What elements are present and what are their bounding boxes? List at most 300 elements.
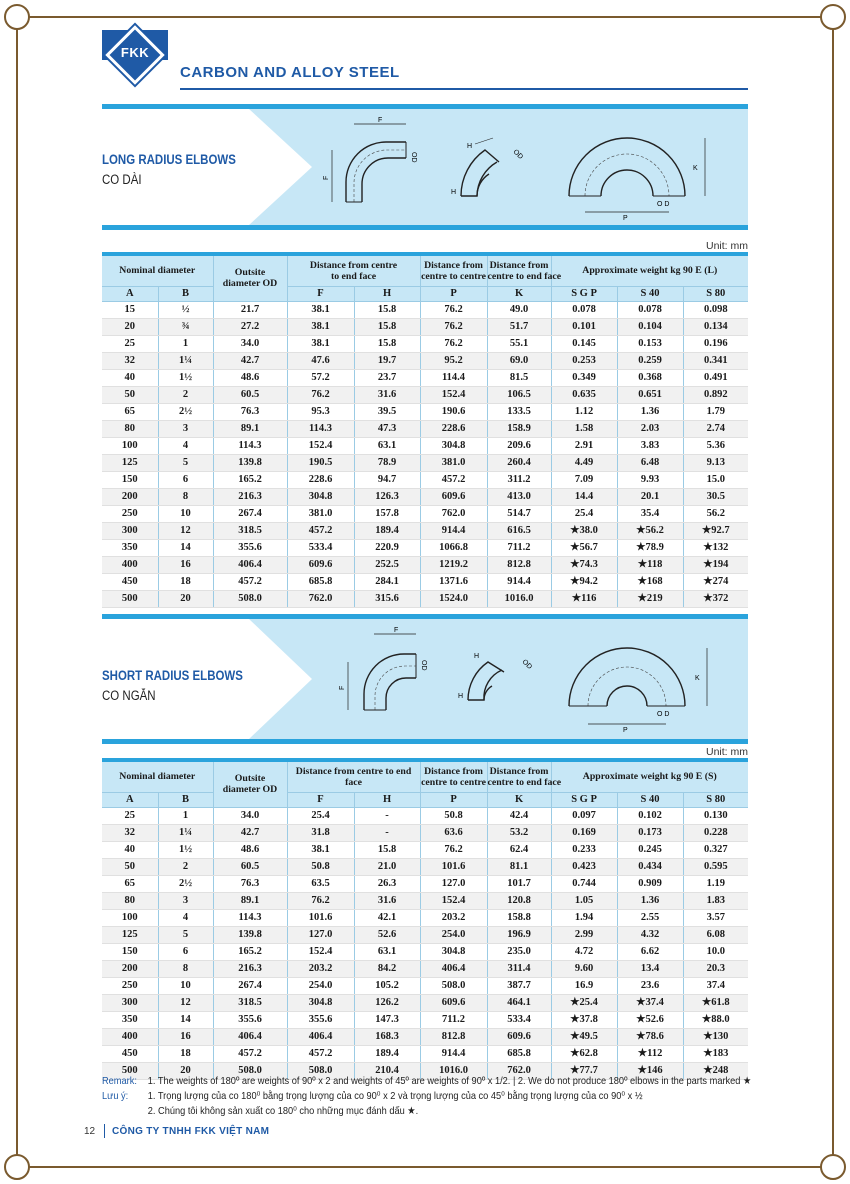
svg-text:O D: O D xyxy=(657,201,670,208)
cell-sgp: 4.49 xyxy=(551,454,617,471)
cell-b: 1½ xyxy=(158,369,213,386)
table-row xyxy=(102,858,748,875)
cell-a: 450 xyxy=(102,1045,158,1062)
table-row xyxy=(102,556,748,573)
cell-k: 464.1 xyxy=(487,994,551,1011)
cell-s40: 2.03 xyxy=(617,420,683,437)
cell-b: 1½ xyxy=(158,841,213,858)
cell-p: 1524.0 xyxy=(420,590,487,607)
cell-k: 235.0 xyxy=(487,943,551,960)
cell-s80: 0.341 xyxy=(683,352,748,369)
cell-h: 42.1 xyxy=(354,909,420,926)
cell-h: 63.1 xyxy=(354,943,420,960)
cell-s80: 1.79 xyxy=(683,403,748,420)
cell-h: 15.8 xyxy=(354,841,420,858)
cell-b: 10 xyxy=(158,505,213,522)
dim-f-label: F xyxy=(378,117,383,124)
col-outside-diameter: Outsite diameter OD xyxy=(213,762,287,807)
table-row xyxy=(102,488,748,505)
cell-f: 38.1 xyxy=(287,301,354,318)
cell-h: 105.2 xyxy=(354,977,420,994)
cell-b: ¾ xyxy=(158,318,213,335)
cell-f: 25.4 xyxy=(287,807,354,824)
cell-sgp: ★74.3 xyxy=(551,556,617,573)
cell-p: 1066.8 xyxy=(420,539,487,556)
cell-p: 812.8 xyxy=(420,1028,487,1045)
cell-sgp: 2.99 xyxy=(551,926,617,943)
svg-text:OD: OD xyxy=(410,152,417,163)
cell-s80: 0.134 xyxy=(683,318,748,335)
cell-b: 5 xyxy=(158,926,213,943)
cell-a: 200 xyxy=(102,488,158,505)
cell-b: 14 xyxy=(158,1011,213,1028)
table-row xyxy=(102,573,748,590)
cell-p: 76.2 xyxy=(420,318,487,335)
cell-s80: 5.36 xyxy=(683,437,748,454)
cell-s80: ★183 xyxy=(683,1045,748,1062)
cell-sgp: 0.097 xyxy=(551,807,617,824)
cell-a: 350 xyxy=(102,1011,158,1028)
cell-f: 762.0 xyxy=(287,590,354,607)
cell-b: 1 xyxy=(158,807,213,824)
cell-od: 406.4 xyxy=(213,556,287,573)
cell-sgp: 0.233 xyxy=(551,841,617,858)
cell-b: 16 xyxy=(158,556,213,573)
cell-od: 21.7 xyxy=(213,301,287,318)
cell-h: 78.9 xyxy=(354,454,420,471)
cell-od: 42.7 xyxy=(213,352,287,369)
cell-s80: 0.595 xyxy=(683,858,748,875)
col-s40: S 40 xyxy=(617,792,683,807)
cell-s80: ★88.0 xyxy=(683,1011,748,1028)
cell-h: 63.1 xyxy=(354,437,420,454)
cell-od: 114.3 xyxy=(213,437,287,454)
cell-s40: ★37.4 xyxy=(617,994,683,1011)
table-row xyxy=(102,505,748,522)
short-elbow-180-diagram xyxy=(557,636,717,736)
cell-b: 1¼ xyxy=(158,352,213,369)
cell-p: 190.6 xyxy=(420,403,487,420)
cell-a: 40 xyxy=(102,841,158,858)
cell-f: 101.6 xyxy=(287,909,354,926)
cell-k: 49.0 xyxy=(487,301,551,318)
col-distance-centre-centre: Distance from centre to centre xyxy=(420,256,487,286)
fkk-logo xyxy=(102,30,168,88)
cell-a: 100 xyxy=(102,909,158,926)
cell-s80: 0.196 xyxy=(683,335,748,352)
col-s80: S 80 xyxy=(683,792,748,807)
table-row xyxy=(102,892,748,909)
cell-a: 125 xyxy=(102,454,158,471)
cell-b: 18 xyxy=(158,573,213,590)
remark-en xyxy=(102,1075,751,1087)
cell-sgp: 16.9 xyxy=(551,977,617,994)
remark-text-en: 1. The weights of 180º are weights of 90º x 2 and weights of 45º are weights of 90º x 1/2. | 2. We do not produce 180º elbows in the parts marked ★ xyxy=(147,1075,752,1087)
cell-sgp: 0.744 xyxy=(551,875,617,892)
cell-s40: 0.078 xyxy=(617,301,683,318)
cell-s40: ★219 xyxy=(617,590,683,607)
cell-s40: 1.36 xyxy=(617,403,683,420)
cell-b: 2½ xyxy=(158,875,213,892)
frame-corner-ornament xyxy=(820,1154,846,1180)
cell-h: - xyxy=(354,824,420,841)
cell-sgp: 0.423 xyxy=(551,858,617,875)
cell-k: 133.5 xyxy=(487,403,551,420)
cell-b: 5 xyxy=(158,454,213,471)
cell-s40: 13.4 xyxy=(617,960,683,977)
header-divider xyxy=(180,88,748,90)
cell-b: 10 xyxy=(158,977,213,994)
cell-od: 89.1 xyxy=(213,892,287,909)
cell-s40: 1.36 xyxy=(617,892,683,909)
cell-h: 19.7 xyxy=(354,352,420,369)
svg-text:K: K xyxy=(695,675,700,682)
cell-k: 81.5 xyxy=(487,369,551,386)
short-radius-subtitle: CO NGẮN xyxy=(102,688,156,703)
cell-b: 4 xyxy=(158,437,213,454)
cell-s80: 15.0 xyxy=(683,471,748,488)
cell-od: 406.4 xyxy=(213,1028,287,1045)
cell-f: 114.3 xyxy=(287,420,354,437)
col-sgp: S G P xyxy=(551,792,617,807)
cell-f: 533.4 xyxy=(287,539,354,556)
cell-s80: ★130 xyxy=(683,1028,748,1045)
cell-s40: ★78.9 xyxy=(617,539,683,556)
cell-h: 84.2 xyxy=(354,960,420,977)
col-distance-centre-end: Distance from centre to end face xyxy=(287,762,420,792)
cell-p: 508.0 xyxy=(420,977,487,994)
col-approx-weight: Approximate weight kg 90 E (S) xyxy=(551,762,748,792)
cell-h: 94.7 xyxy=(354,471,420,488)
long-unit-label: Unit: mm xyxy=(706,240,748,252)
svg-text:K: K xyxy=(693,165,698,172)
cell-sgp: ★116 xyxy=(551,590,617,607)
cell-f: 228.6 xyxy=(287,471,354,488)
svg-text:F: F xyxy=(323,175,330,180)
cell-k: 514.7 xyxy=(487,505,551,522)
cell-a: 25 xyxy=(102,807,158,824)
table-row xyxy=(102,352,748,369)
cell-k: 616.5 xyxy=(487,522,551,539)
cell-sgp: 7.09 xyxy=(551,471,617,488)
cell-k: 533.4 xyxy=(487,1011,551,1028)
cell-s40: 0.245 xyxy=(617,841,683,858)
cell-p: 50.8 xyxy=(420,807,487,824)
svg-text:O D: O D xyxy=(657,711,670,718)
cell-f: 76.2 xyxy=(287,892,354,909)
cell-k: 158.8 xyxy=(487,909,551,926)
cell-p: 76.2 xyxy=(420,335,487,352)
cell-sgp: 0.169 xyxy=(551,824,617,841)
cell-a: 200 xyxy=(102,960,158,977)
cell-k: 609.6 xyxy=(487,1028,551,1045)
cell-b: 2 xyxy=(158,386,213,403)
col-distance-centre-centre: Distance from centre to centre xyxy=(420,762,487,792)
remark-text-vi-1: 1. Trọng lượng của co 180⁰ bằng trọng lượng của co 90⁰ x 2 và trọng lượng của co 45⁰ bằng trọng lượng của co 90⁰ x ½ xyxy=(147,1090,643,1102)
col-sgp: S G P xyxy=(551,286,617,301)
svg-text:OD: OD xyxy=(420,660,427,671)
cell-s80: ★132 xyxy=(683,539,748,556)
svg-text:P: P xyxy=(623,727,628,734)
cell-k: 311.2 xyxy=(487,471,551,488)
col-k: K xyxy=(487,792,551,807)
cell-a: 15 xyxy=(102,301,158,318)
frame-corner-ornament xyxy=(4,4,30,30)
cell-od: 457.2 xyxy=(213,573,287,590)
cell-f: 406.4 xyxy=(287,1028,354,1045)
table-row xyxy=(102,977,748,994)
cell-od: 165.2 xyxy=(213,943,287,960)
cell-s40: ★146 xyxy=(617,1062,683,1079)
cell-s80: 30.5 xyxy=(683,488,748,505)
col-approx-weight: Approximate weight kg 90 E (L) xyxy=(551,256,748,286)
cell-sgp: 0.253 xyxy=(551,352,617,369)
cell-od: 139.8 xyxy=(213,926,287,943)
long-elbow-90-diagram xyxy=(314,112,417,212)
short-unit-label: Unit: mm xyxy=(706,746,748,758)
long-radius-banner xyxy=(102,104,748,230)
cell-od: 267.4 xyxy=(213,505,287,522)
cell-s80: ★92.7 xyxy=(683,522,748,539)
cell-s40: 0.173 xyxy=(617,824,683,841)
cell-p: 95.2 xyxy=(420,352,487,369)
cell-a: 25 xyxy=(102,335,158,352)
cell-f: 38.1 xyxy=(287,318,354,335)
cell-b: 12 xyxy=(158,522,213,539)
col-a: A xyxy=(102,286,158,301)
cell-a: 450 xyxy=(102,573,158,590)
table-row xyxy=(102,522,748,539)
short-radius-table xyxy=(102,762,748,1080)
cell-p: 63.6 xyxy=(420,824,487,841)
cell-a: 50 xyxy=(102,858,158,875)
cell-s40: 0.368 xyxy=(617,369,683,386)
cell-h: 168.3 xyxy=(354,1028,420,1045)
cell-sgp: ★62.8 xyxy=(551,1045,617,1062)
cell-p: 304.8 xyxy=(420,437,487,454)
cell-s40: 4.32 xyxy=(617,926,683,943)
cell-s40: ★112 xyxy=(617,1045,683,1062)
cell-s80: 20.3 xyxy=(683,960,748,977)
cell-od: 318.5 xyxy=(213,522,287,539)
cell-f: 304.8 xyxy=(287,488,354,505)
svg-text:H: H xyxy=(458,693,464,700)
cell-h: 126.2 xyxy=(354,994,420,1011)
frame-corner-ornament xyxy=(820,4,846,30)
cell-b: 2 xyxy=(158,858,213,875)
cell-k: 209.6 xyxy=(487,437,551,454)
cell-b: 14 xyxy=(158,539,213,556)
cell-h: 52.6 xyxy=(354,926,420,943)
table-row xyxy=(102,386,748,403)
cell-a: 50 xyxy=(102,386,158,403)
cell-p: 304.8 xyxy=(420,943,487,960)
cell-k: 158.9 xyxy=(487,420,551,437)
cell-od: 508.0 xyxy=(213,1062,287,1079)
cell-s80: 0.892 xyxy=(683,386,748,403)
cell-h: 315.6 xyxy=(354,590,420,607)
cell-k: 711.2 xyxy=(487,539,551,556)
cell-sgp: 0.349 xyxy=(551,369,617,386)
cell-b: 6 xyxy=(158,943,213,960)
cell-h: 31.6 xyxy=(354,386,420,403)
cell-h: 126.3 xyxy=(354,488,420,505)
table-row xyxy=(102,807,748,824)
cell-s40: 0.102 xyxy=(617,807,683,824)
cell-k: 101.7 xyxy=(487,875,551,892)
cell-s80: 6.08 xyxy=(683,926,748,943)
cell-p: 1371.6 xyxy=(420,573,487,590)
cell-f: 609.6 xyxy=(287,556,354,573)
cell-od: 42.7 xyxy=(213,824,287,841)
remark-label-vi: Lưu ý: xyxy=(102,1090,129,1102)
col-outside-diameter: Outsite diameter OD xyxy=(213,256,287,301)
svg-text:F: F xyxy=(339,685,346,690)
cell-s40: ★118 xyxy=(617,556,683,573)
table-row xyxy=(102,318,748,335)
cell-p: 1016.0 xyxy=(420,1062,487,1079)
cell-p: 152.4 xyxy=(420,386,487,403)
col-nominal-diameter: Nominal diameter xyxy=(102,762,213,792)
cell-s40: ★78.6 xyxy=(617,1028,683,1045)
cell-p: 127.0 xyxy=(420,875,487,892)
table-row xyxy=(102,403,748,420)
cell-sgp: 0.078 xyxy=(551,301,617,318)
cell-f: 38.1 xyxy=(287,841,354,858)
col-p: P xyxy=(420,792,487,807)
cell-p: 203.2 xyxy=(420,909,487,926)
cell-f: 355.6 xyxy=(287,1011,354,1028)
cell-sgp: ★94.2 xyxy=(551,573,617,590)
cell-od: 76.3 xyxy=(213,403,287,420)
cell-s40: ★56.2 xyxy=(617,522,683,539)
cell-od: 60.5 xyxy=(213,386,287,403)
cell-s40: 0.259 xyxy=(617,352,683,369)
cell-h: 39.5 xyxy=(354,403,420,420)
cell-p: 152.4 xyxy=(420,892,487,909)
cell-b: 4 xyxy=(158,909,213,926)
cell-sgp: 9.60 xyxy=(551,960,617,977)
cell-od: 60.5 xyxy=(213,858,287,875)
cell-s40: 0.104 xyxy=(617,318,683,335)
cell-od: 76.3 xyxy=(213,875,287,892)
svg-text:OD: OD xyxy=(520,658,533,671)
cell-f: 47.6 xyxy=(287,352,354,369)
cell-k: 69.0 xyxy=(487,352,551,369)
cell-s40: ★168 xyxy=(617,573,683,590)
cell-sgp: ★38.0 xyxy=(551,522,617,539)
cell-s80: 56.2 xyxy=(683,505,748,522)
cell-f: 152.4 xyxy=(287,437,354,454)
col-distance-centre-endface: Distance from centre to end face xyxy=(487,762,551,792)
cell-od: 508.0 xyxy=(213,590,287,607)
cell-k: 81.1 xyxy=(487,858,551,875)
table-row xyxy=(102,824,748,841)
col-f: F xyxy=(287,792,354,807)
col-p: P xyxy=(420,286,487,301)
cell-b: 8 xyxy=(158,960,213,977)
cell-od: 318.5 xyxy=(213,994,287,1011)
cell-p: 76.2 xyxy=(420,841,487,858)
cell-k: 53.2 xyxy=(487,824,551,841)
cell-a: 150 xyxy=(102,943,158,960)
cell-a: 500 xyxy=(102,1062,158,1079)
cell-p: 762.0 xyxy=(420,505,487,522)
cell-a: 400 xyxy=(102,556,158,573)
table-row xyxy=(102,369,748,386)
cell-s80: 9.13 xyxy=(683,454,748,471)
cell-k: 387.7 xyxy=(487,977,551,994)
cell-h: 189.4 xyxy=(354,1045,420,1062)
cell-k: 413.0 xyxy=(487,488,551,505)
remark-label: Remark: xyxy=(102,1075,137,1087)
cell-od: 27.2 xyxy=(213,318,287,335)
cell-a: 250 xyxy=(102,977,158,994)
cell-sgp: ★37.8 xyxy=(551,1011,617,1028)
cell-s40: 6.48 xyxy=(617,454,683,471)
cell-b: 16 xyxy=(158,1028,213,1045)
cell-sgp: 25.4 xyxy=(551,505,617,522)
table-row xyxy=(102,994,748,1011)
cell-p: 228.6 xyxy=(420,420,487,437)
col-a: A xyxy=(102,792,158,807)
cell-f: 304.8 xyxy=(287,994,354,1011)
table-row xyxy=(102,960,748,977)
cell-sgp: 1.94 xyxy=(551,909,617,926)
table-row xyxy=(102,1045,748,1062)
cell-f: 508.0 xyxy=(287,1062,354,1079)
cell-s80: ★61.8 xyxy=(683,994,748,1011)
cell-sgp: 1.12 xyxy=(551,403,617,420)
cell-b: 12 xyxy=(158,994,213,1011)
cell-od: 34.0 xyxy=(213,807,287,824)
cell-h: 147.3 xyxy=(354,1011,420,1028)
cell-od: 355.6 xyxy=(213,1011,287,1028)
cell-f: 203.2 xyxy=(287,960,354,977)
col-s40: S 40 xyxy=(617,286,683,301)
table-row xyxy=(102,875,748,892)
cell-f: 63.5 xyxy=(287,875,354,892)
cell-p: 609.6 xyxy=(420,488,487,505)
cell-sgp: 0.101 xyxy=(551,318,617,335)
table-row xyxy=(102,926,748,943)
cell-h: 15.8 xyxy=(354,301,420,318)
cell-od: 89.1 xyxy=(213,420,287,437)
cell-h: 189.4 xyxy=(354,522,420,539)
cell-b: 18 xyxy=(158,1045,213,1062)
cell-k: 685.8 xyxy=(487,1045,551,1062)
table-row xyxy=(102,471,748,488)
cell-a: 65 xyxy=(102,875,158,892)
cell-b: 3 xyxy=(158,892,213,909)
table-row xyxy=(102,454,748,471)
cell-h: 21.0 xyxy=(354,858,420,875)
col-s80: S 80 xyxy=(683,286,748,301)
cell-h: - xyxy=(354,807,420,824)
cell-p: 406.4 xyxy=(420,960,487,977)
table-row xyxy=(102,539,748,556)
cell-s80: 0.327 xyxy=(683,841,748,858)
cell-sgp: 1.05 xyxy=(551,892,617,909)
cell-h: 47.3 xyxy=(354,420,420,437)
cell-f: 57.2 xyxy=(287,369,354,386)
cell-s40: 0.909 xyxy=(617,875,683,892)
cell-f: 50.8 xyxy=(287,858,354,875)
cell-a: 80 xyxy=(102,420,158,437)
cell-f: 76.2 xyxy=(287,386,354,403)
col-b: B xyxy=(158,792,213,807)
cell-od: 355.6 xyxy=(213,539,287,556)
